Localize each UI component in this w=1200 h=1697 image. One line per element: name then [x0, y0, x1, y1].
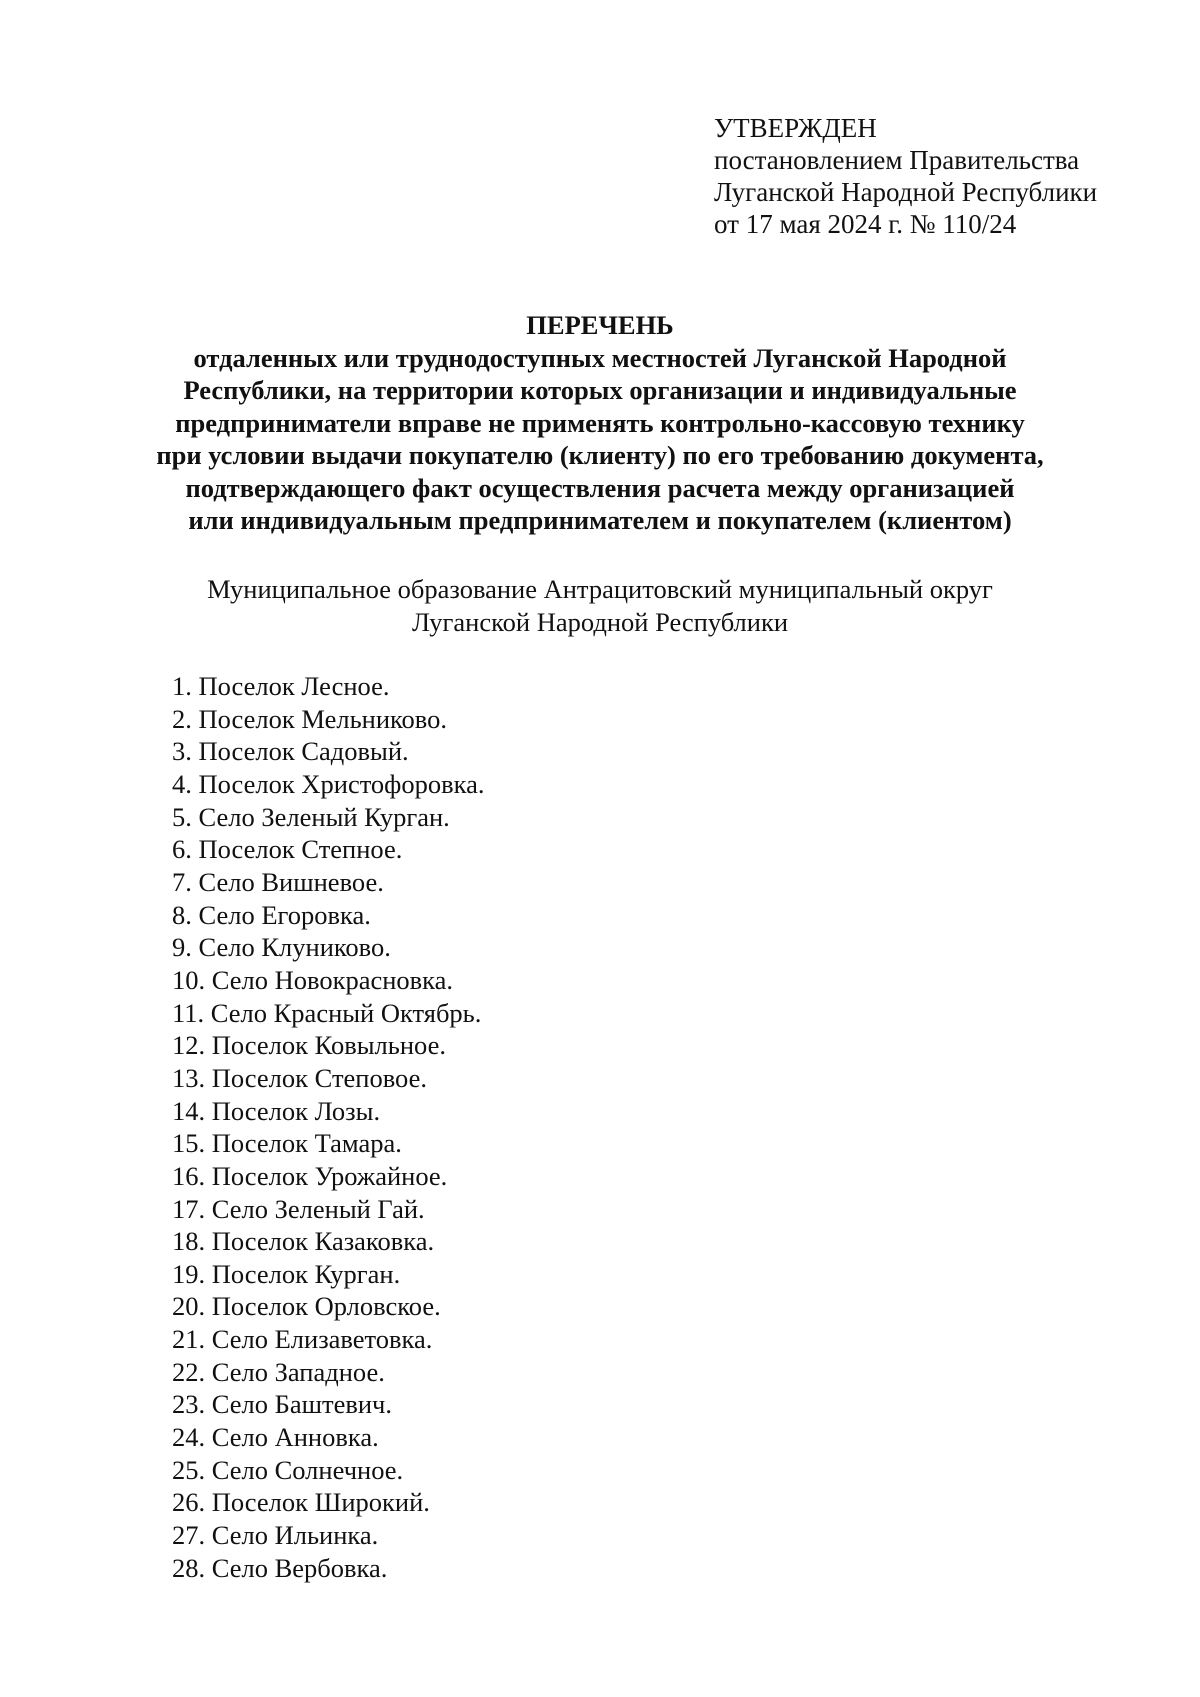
- title-line: предприниматели вправе не применять контрольно-кассовую технику: [175, 407, 1025, 438]
- list-item: 22. Село Западное.: [172, 1356, 385, 1387]
- title-line: при условии выдачи покупателю (клиенту) по его требованию документа,: [156, 440, 1044, 470]
- list-item: 23. Село Баштевич.: [172, 1389, 392, 1420]
- list-item: 17. Село Зеленый Гай.: [172, 1193, 425, 1224]
- list-item: 1. Поселок Лесное.: [172, 671, 390, 701]
- list-item: 10. Село Новокрасновка.: [172, 964, 454, 995]
- list-item: 6. Поселок Степное.: [172, 834, 403, 865]
- settlement-list: [172, 670, 484, 1584]
- list-item: 3. Поселок Садовый.: [172, 736, 409, 767]
- list-item: 11. Село Красный Октябрь.: [172, 997, 482, 1028]
- list-item: 24. Село Анновка.: [172, 1422, 379, 1453]
- approval-heading: УТВЕРЖДЕН: [714, 113, 877, 143]
- title-line: подтверждающего факт осуществления расчета между организацией: [185, 472, 1015, 503]
- list-item: 25. Село Солнечное.: [172, 1454, 404, 1485]
- list-item: 28. Село Вербовка.: [172, 1552, 388, 1583]
- municipality-line: Муниципальное образование Антрацитовский муниципальный округ: [207, 574, 993, 604]
- list-item: 7. Село Вишневое.: [172, 866, 384, 897]
- list-item: 15. Поселок Тамара.: [172, 1128, 402, 1159]
- approval-republic-line: Луганской Народной Республики: [714, 177, 1098, 207]
- title-heading: ПЕРЕЧЕНЬ: [526, 310, 674, 340]
- municipality-line: Луганской Народной Республики: [411, 607, 789, 637]
- list-item: 21. Село Елизаветовка.: [172, 1324, 433, 1355]
- document-title: [60, 309, 1140, 537]
- list-item: 9. Село Клуниково.: [172, 932, 391, 963]
- list-item: 27. Село Ильинка.: [172, 1520, 379, 1551]
- title-line: Республики, на территории которых организации и индивидуальные: [183, 375, 1017, 405]
- title-line: или индивидуальным предпринимателем и покупателем (клиентом): [188, 505, 1012, 535]
- approval-date-number: от 17 мая 2024 г. № 110/24: [714, 209, 1017, 239]
- list-item: 20. Поселок Орловское.: [172, 1291, 441, 1322]
- list-item: 18. Поселок Казаковка.: [172, 1226, 435, 1257]
- approval-stamp-block: [714, 112, 1097, 240]
- title-line: отдаленных или труднодоступных местностей Луганской Народной: [193, 342, 1007, 373]
- municipality-heading: [60, 573, 1140, 639]
- list-item: 26. Поселок Широкий.: [172, 1487, 430, 1518]
- list-item: 2. Поселок Мельниково.: [172, 703, 448, 734]
- list-item: 14. Поселок Лозы.: [172, 1095, 381, 1126]
- list-item: 8. Село Егоровка.: [172, 899, 371, 930]
- list-item: 16. Поселок Урожайное.: [172, 1160, 448, 1191]
- list-item: 5. Село Зеленый Курган.: [172, 801, 450, 832]
- list-item: 12. Поселок Ковыльное.: [172, 1030, 446, 1061]
- list-item: 19. Поселок Курган.: [172, 1258, 401, 1289]
- approval-resolution-line: постановлением Правительства: [714, 145, 1080, 175]
- list-item: 4. Поселок Христофоровка.: [172, 768, 485, 799]
- list-item: 13. Поселок Степовое.: [172, 1062, 428, 1093]
